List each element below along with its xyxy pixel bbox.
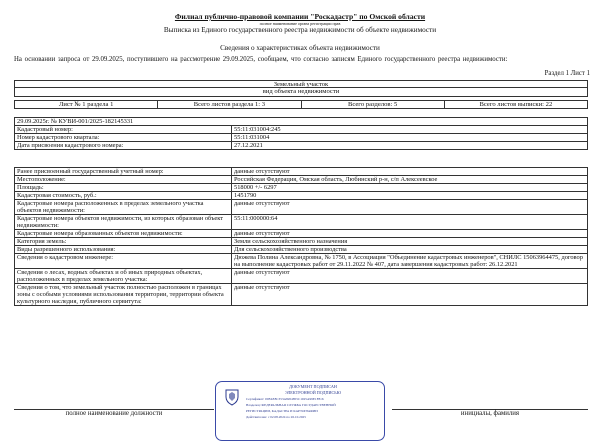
- row-value: 55:11:031004: [232, 134, 588, 142]
- row-value: данные отсутствуют: [232, 284, 588, 306]
- table-row: [15, 184, 588, 192]
- identification-table: [14, 117, 588, 150]
- row-label: Кадастровые номера объектов недвижимости, из которых образован объект недвижимости:: [15, 215, 232, 230]
- row-label: Сведения о том, что земельный участок полностью расположен в границах зоны с особыми условиями использования территории, территории объекта культурного наследия, публичного сервитута:: [15, 284, 232, 306]
- row-value: 55:11:031004:245: [232, 126, 588, 134]
- object-type-caption: вид объекта недвижимости: [14, 88, 588, 97]
- row-value: Дюжева Полина Александровна, № 1750, в Ассоциация "Объединение кадастровых инженеров", СНИЛС 15063964475, договор на выполнение кадастровых работ от 29.11.2022 № 407, дата завершения кадастровых работ: 26.12.2021: [232, 254, 588, 269]
- row-value: данные отсутствуют: [232, 200, 588, 215]
- table-row: [15, 246, 588, 254]
- row-label: Площадь:: [15, 184, 232, 192]
- row-value: Для сельскохозяйственного производства: [232, 246, 588, 254]
- extract-number: 29.09.2025г. № КУВИ-001/2025-182145331: [15, 118, 588, 126]
- electronic-signature-stamp: [215, 381, 385, 441]
- row-value: данные отсутствуют: [232, 269, 588, 284]
- table-row: [15, 269, 588, 284]
- row-label: Виды разрешенного использования:: [15, 246, 232, 254]
- document-title: Выписка из Единого государственного реестра недвижимости об объекте недвижимости: [163, 26, 437, 34]
- sections-total: Всего разделов: 5: [302, 101, 445, 108]
- table-row: [15, 168, 588, 176]
- row-label: Кадастровые номера образованных объектов недвижимости:: [15, 230, 232, 238]
- table-row: [15, 176, 588, 184]
- row-label: Номер кадастрового квартала:: [15, 134, 232, 142]
- row-label: Дата присвоения кадастрового номера:: [15, 142, 232, 150]
- row-label: Сведения о кадастровом инженере:: [15, 254, 232, 269]
- table-row: [15, 284, 588, 306]
- section-title: Сведения о характеристиках объекта недвижимости: [220, 44, 380, 52]
- row-label: Категория земель:: [15, 238, 232, 246]
- row-value: 27.12.2021: [232, 142, 588, 150]
- section-sheets-total: Всего листов раздела 1: 3: [158, 101, 301, 108]
- org-title: Филиал публично-правовой компании "Роскадастр" по Омской области: [174, 12, 426, 21]
- stamp-owner-2: РЕГИСТРАЦИИ, КАДАСТРА И КАРТОГРАФИИ: [246, 409, 318, 413]
- stamp-certificate: Сертификат: 00FAE8C353A8204855C1025A99E1F816: [246, 397, 324, 401]
- table-row: [15, 230, 588, 238]
- row-value: Российская Федерация, Омская область, Любинский р-н, с/п Алексеевское: [232, 176, 588, 184]
- row-label: Кадастровые номера расположенных в пределах земельного участка объектов недвижимости:: [15, 200, 232, 215]
- row-value: 1451790: [232, 192, 588, 200]
- row-label: Кадастровый номер:: [15, 126, 232, 134]
- table-row: [15, 142, 588, 150]
- table-row: [15, 118, 588, 126]
- table-row: [15, 254, 588, 269]
- page-mark: Раздел 1 Лист 1: [544, 70, 590, 77]
- intro-text: На основании запроса от 29.09.2025, поступившего на рассмотрение 29.09.2025, сообщаем, что согласно записям Единого государственного реестра недвижимости:: [14, 56, 508, 63]
- stamp-validity: Действителен: с 02.08.2024 по 26.10.2025: [246, 415, 306, 419]
- row-label: Кадастровая стоимость, руб.:: [15, 192, 232, 200]
- extract-sheets-total: Всего листов выписки: 22: [479, 101, 553, 108]
- row-label: Ранее присвоенный государственный учетный номер:: [15, 168, 232, 176]
- row-value: данные отсутствуют: [232, 168, 588, 176]
- stamp-owner: Владелец: ФЕДЕРАЛЬНАЯ СЛУЖБА ГОСУДАРСТВЕННОЙ: [246, 403, 336, 407]
- stamp-line-1: ДОКУМЕНТ ПОДПИСАН: [289, 384, 337, 389]
- table-row: [15, 215, 588, 230]
- row-value: данные отсутствуют: [232, 230, 588, 238]
- name-label: инициалы, фамилия: [460, 410, 520, 417]
- object-type: Земельный участок: [14, 80, 588, 88]
- table-row: [15, 134, 588, 142]
- table-row: [15, 126, 588, 134]
- row-value: Земли сельскохозяйственного назначения: [232, 238, 588, 246]
- org-caption: полное наименование органа регистрации прав: [259, 21, 341, 26]
- row-label: Местоположение:: [15, 176, 232, 184]
- position-label: полное наименование должности: [65, 410, 163, 417]
- table-row: [15, 238, 588, 246]
- table-row: [15, 200, 588, 215]
- sheet-info-row: [14, 100, 588, 109]
- emblem-icon: [224, 388, 240, 406]
- row-label: Сведения о лесах, водных объектах и об иных природных объектах, расположенных в пределах земельного участка:: [15, 269, 232, 284]
- row-value: 518000 +/- 6297: [232, 184, 588, 192]
- sheet-number: Лист № 1 раздела 1: [15, 101, 158, 108]
- details-table: [14, 167, 588, 306]
- stamp-line-2: ЭЛЕКТРОННОЙ ПОДПИСЬЮ: [284, 390, 342, 395]
- row-value: 55:11:000000:64: [232, 215, 588, 230]
- table-row: [15, 192, 588, 200]
